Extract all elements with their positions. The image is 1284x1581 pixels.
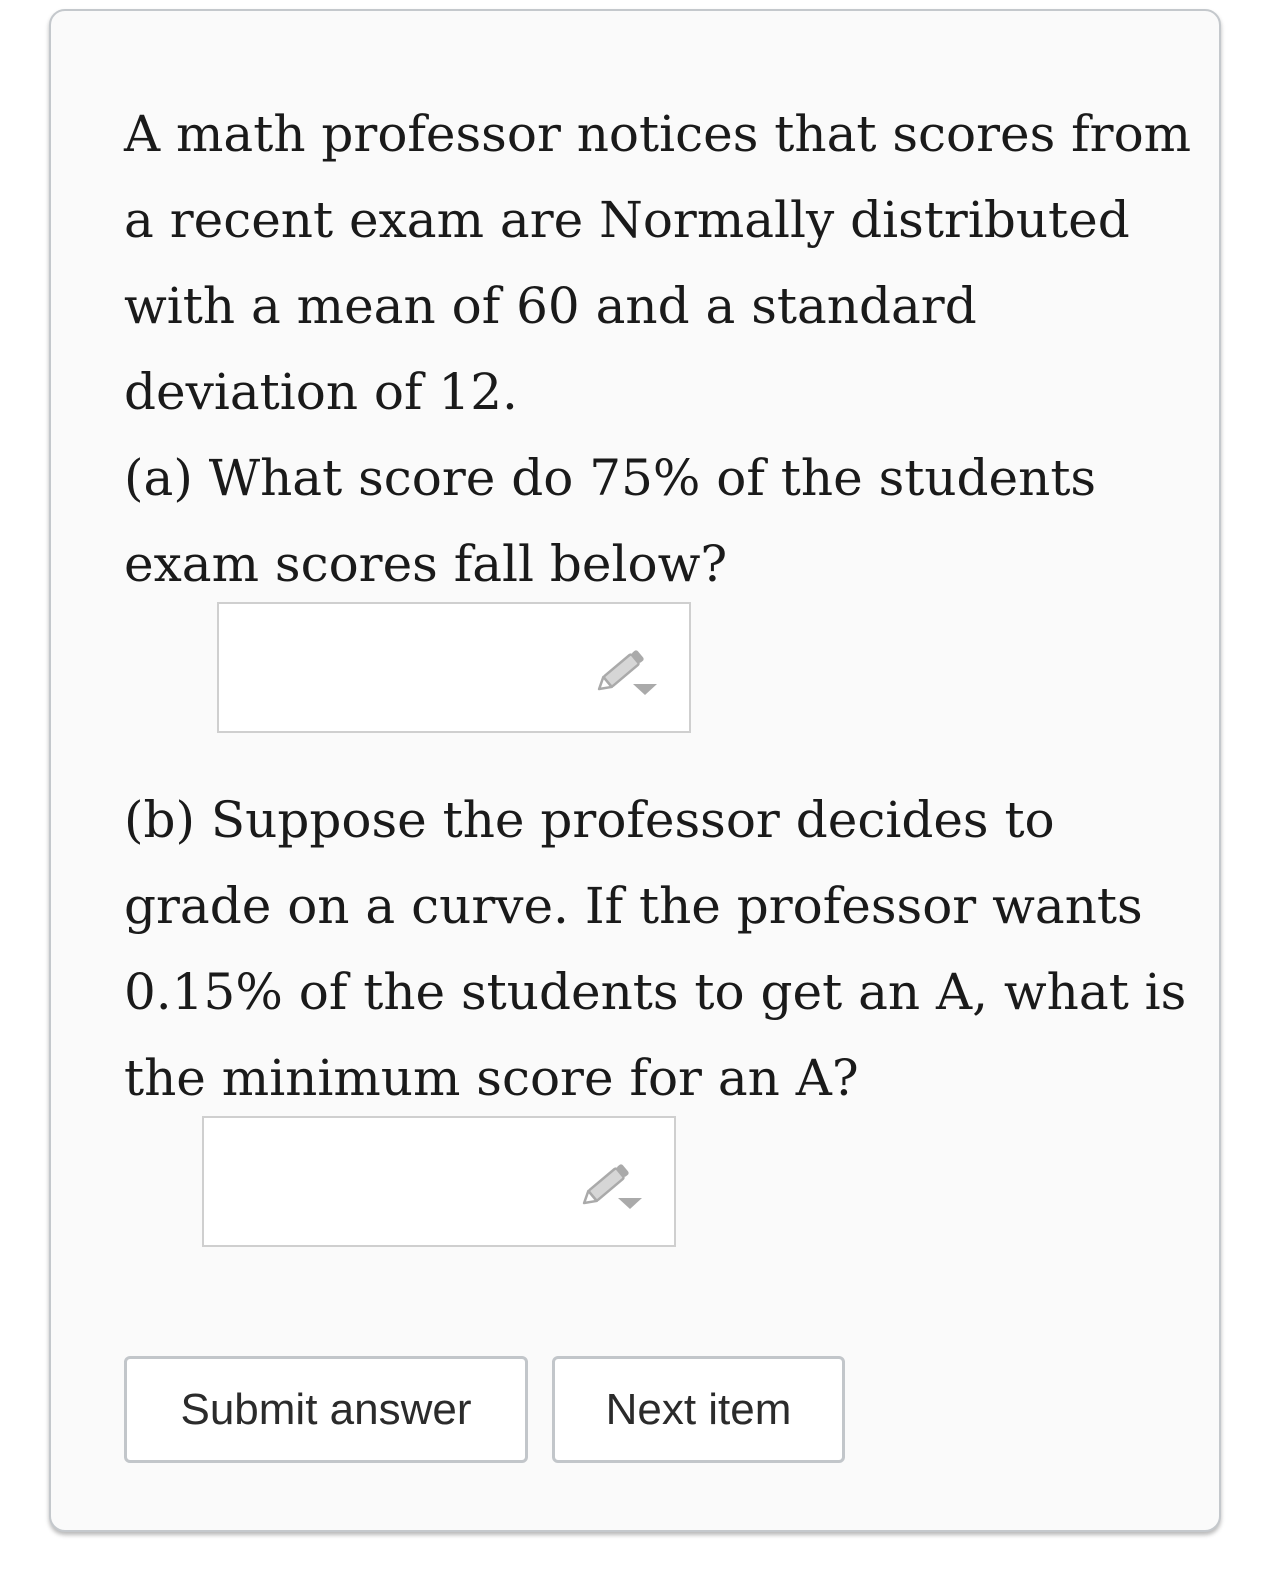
- part-b-line: (b) Suppose the professor decides to: [124, 791, 1055, 849]
- part-b-line: the minimum score for an A?: [124, 1049, 859, 1107]
- part-b-prompt: [124, 777, 1187, 1121]
- submit-answer-button[interactable]: Submit answer: [124, 1356, 528, 1463]
- pencil-dropdown-icon[interactable]: [595, 644, 659, 700]
- pencil-dropdown-icon[interactable]: [580, 1158, 644, 1214]
- part-a-answer-box[interactable]: [217, 602, 691, 733]
- part-b-line: 0.15% of the students to get an A, what is: [124, 963, 1187, 1021]
- question-intro-line: a recent exam are Normally distributed: [124, 191, 1130, 249]
- part-b-line: grade on a curve. If the professor wants: [124, 877, 1143, 935]
- part-b-answer-box[interactable]: [202, 1116, 676, 1247]
- part-a-prompt: [124, 435, 1184, 607]
- part-b-answer-input[interactable]: [218, 1148, 562, 1216]
- question-intro-line: deviation of 12.: [124, 363, 518, 421]
- part-a-line: exam scores fall below?: [124, 535, 728, 593]
- question-intro-line: with a mean of 60 and a standard: [124, 277, 977, 335]
- part-a-line: (a) What score do 75% of the students: [124, 449, 1097, 507]
- next-item-button[interactable]: Next item: [552, 1356, 845, 1463]
- question-intro: [124, 91, 1192, 435]
- question-intro-line: A math professor notices that scores from: [124, 105, 1192, 163]
- question-card: [49, 9, 1221, 1532]
- part-a-answer-input[interactable]: [233, 634, 577, 702]
